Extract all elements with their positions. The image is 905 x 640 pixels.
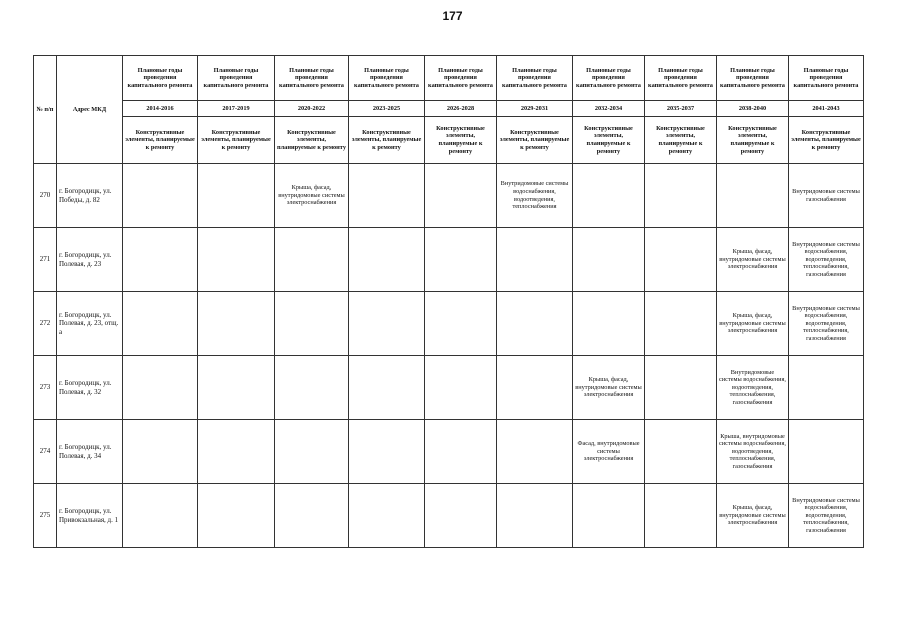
planned-elements-cell <box>198 292 275 356</box>
header-period: 2017-2019 <box>198 101 275 117</box>
table-row <box>34 420 864 484</box>
planned-elements-cell <box>123 420 198 484</box>
header-period: 2014-2016 <box>123 101 198 117</box>
header-period: 2023-2025 <box>349 101 425 117</box>
table-row <box>34 164 864 228</box>
header-elements-label: Конструктивные элементы, планируемые к ремонту <box>645 117 717 164</box>
planned-elements-cell <box>497 292 573 356</box>
planned-elements-cell <box>425 228 497 292</box>
planned-elements-cell <box>789 420 864 484</box>
planned-elements-cell <box>275 484 349 548</box>
header-group-label: Плановые годы проведения капитального ремонта <box>198 56 275 101</box>
planned-elements-cell <box>123 484 198 548</box>
header-group-label: Плановые годы проведения капитального ремонта <box>789 56 864 101</box>
planned-elements-cell <box>198 228 275 292</box>
header-elements-label: Конструктивные элементы, планируемые к ремонту <box>573 117 645 164</box>
table-row <box>34 356 864 420</box>
header-period: 2029-2031 <box>497 101 573 117</box>
page-number: 177 <box>442 9 463 23</box>
header-elements-label: Конструктивные элементы, планируемые к ремонту <box>497 117 573 164</box>
header-group-label: Плановые годы проведения капитального ремонта <box>645 56 717 101</box>
planned-elements-cell <box>573 228 645 292</box>
header-address: Адрес МКД <box>57 56 123 164</box>
planned-elements-cell: Внутридомовые системы водоснабжения, водоотведения, теплоснабжения, газоснабжения <box>789 484 864 548</box>
row-address: г. Богородицк, ул. Полевая, д. 23, отщ. а <box>57 292 123 356</box>
planned-elements-cell <box>497 420 573 484</box>
planned-elements-cell: Внутридомовые системы водоснабжения, водоотведения, теплоснабжения <box>497 164 573 228</box>
planned-elements-cell <box>645 228 717 292</box>
row-number: 270 <box>34 164 57 228</box>
planned-elements-cell <box>275 292 349 356</box>
header-elements-label: Конструктивные элементы, планируемые к ремонту <box>717 117 789 164</box>
planned-elements-cell <box>645 484 717 548</box>
planned-elements-cell <box>497 356 573 420</box>
planned-elements-cell: Внутридомовые системы водоснабжения, водоотведения, теплоснабжения, газоснабжения <box>717 356 789 420</box>
planned-elements-cell: Крыша, фасад, внутридомовые системы электроснабжения <box>573 356 645 420</box>
header-period: 2038-2040 <box>717 101 789 117</box>
planned-elements-cell <box>349 164 425 228</box>
header-group-label: Плановые годы проведения капитального ремонта <box>123 56 198 101</box>
planned-elements-cell <box>123 228 198 292</box>
repair-schedule-table <box>33 55 864 548</box>
planned-elements-cell: Фасад, внутридомовые системы электроснабжения <box>573 420 645 484</box>
header-num: № п/п <box>34 56 57 164</box>
row-number: 274 <box>34 420 57 484</box>
planned-elements-cell <box>198 356 275 420</box>
planned-elements-cell <box>425 420 497 484</box>
header-group-label: Плановые годы проведения капитального ремонта <box>497 56 573 101</box>
planned-elements-cell <box>497 484 573 548</box>
planned-elements-cell <box>645 420 717 484</box>
row-number: 275 <box>34 484 57 548</box>
header-period: 2032-2034 <box>573 101 645 117</box>
planned-elements-cell <box>425 292 497 356</box>
planned-elements-cell <box>425 164 497 228</box>
planned-elements-cell <box>123 164 198 228</box>
planned-elements-cell: Внутридомовые системы водоснабжения, водоотведения, теплоснабжения, газоснабжения <box>789 292 864 356</box>
planned-elements-cell <box>645 356 717 420</box>
planned-elements-cell: Крыша, фасад, внутридомовые системы электроснабжения <box>717 292 789 356</box>
planned-elements-cell <box>198 420 275 484</box>
header-period: 2041-2043 <box>789 101 864 117</box>
header-elements-label: Конструктивные элементы, планируемые к ремонту <box>789 117 864 164</box>
header-period: 2035-2037 <box>645 101 717 117</box>
header-group-label: Плановые годы проведения капитального ремонта <box>349 56 425 101</box>
planned-elements-cell <box>789 356 864 420</box>
header-group-label: Плановые годы проведения капитального ремонта <box>573 56 645 101</box>
row-address: г. Богородицк, ул. Победы, д. 82 <box>57 164 123 228</box>
planned-elements-cell: Крыша, внутридомовые системы водоснабжения, водоотведения, теплоснабжения, газоснабжения <box>717 420 789 484</box>
header-elements-label: Конструктивные элементы, планируемые к ремонту <box>198 117 275 164</box>
header-elements-label: Конструктивные элементы, планируемые к ремонту <box>275 117 349 164</box>
planned-elements-cell: Внутридомовые системы водоснабжения, водоотведения, теплоснабжения, газоснабжения <box>789 228 864 292</box>
planned-elements-cell <box>123 292 198 356</box>
table-row <box>34 292 864 356</box>
planned-elements-cell <box>645 292 717 356</box>
planned-elements-cell <box>275 420 349 484</box>
row-address: г. Богородицк, ул. Полевая, д. 34 <box>57 420 123 484</box>
planned-elements-cell: Крыша, фасад, внутридомовые системы электроснабжения <box>275 164 349 228</box>
planned-elements-cell <box>275 356 349 420</box>
planned-elements-cell <box>573 484 645 548</box>
planned-elements-cell <box>198 164 275 228</box>
header-elements-label: Конструктивные элементы, планируемые к ремонту <box>425 117 497 164</box>
planned-elements-cell <box>349 292 425 356</box>
planned-elements-cell <box>573 164 645 228</box>
header-elements-label: Конструктивные элементы, планируемые к ремонту <box>123 117 198 164</box>
header-elements-label: Конструктивные элементы, планируемые к ремонту <box>349 117 425 164</box>
row-address: г. Богородицк, ул. Привокзальная, д. 1 <box>57 484 123 548</box>
planned-elements-cell <box>349 420 425 484</box>
table-body <box>34 164 864 548</box>
planned-elements-cell: Крыша, фасад, внутридомовые системы электроснабжения <box>717 228 789 292</box>
planned-elements-cell <box>198 484 275 548</box>
planned-elements-cell <box>425 356 497 420</box>
planned-elements-cell <box>717 164 789 228</box>
header-group-label: Плановые годы проведения капитального ремонта <box>717 56 789 101</box>
planned-elements-cell <box>123 356 198 420</box>
header-period: 2020-2022 <box>275 101 349 117</box>
planned-elements-cell <box>349 228 425 292</box>
table-row <box>34 484 864 548</box>
header-group-label: Плановые годы проведения капитального ремонта <box>275 56 349 101</box>
planned-elements-cell <box>497 228 573 292</box>
planned-elements-cell <box>349 356 425 420</box>
row-address: г. Богородицк, ул. Полевая, д. 23 <box>57 228 123 292</box>
planned-elements-cell <box>573 292 645 356</box>
row-number: 273 <box>34 356 57 420</box>
planned-elements-cell: Крыша, фасад, внутридомовые системы электроснабжения <box>717 484 789 548</box>
planned-elements-cell <box>275 228 349 292</box>
header-period: 2026-2028 <box>425 101 497 117</box>
planned-elements-cell <box>349 484 425 548</box>
header-group-label: Плановые годы проведения капитального ремонта <box>425 56 497 101</box>
row-number: 271 <box>34 228 57 292</box>
planned-elements-cell <box>645 164 717 228</box>
table-row <box>34 228 864 292</box>
planned-elements-cell: Внутридомовые системы газоснабжения <box>789 164 864 228</box>
row-address: г. Богородицк, ул. Полевая, д. 32 <box>57 356 123 420</box>
planned-elements-cell <box>425 484 497 548</box>
row-number: 272 <box>34 292 57 356</box>
